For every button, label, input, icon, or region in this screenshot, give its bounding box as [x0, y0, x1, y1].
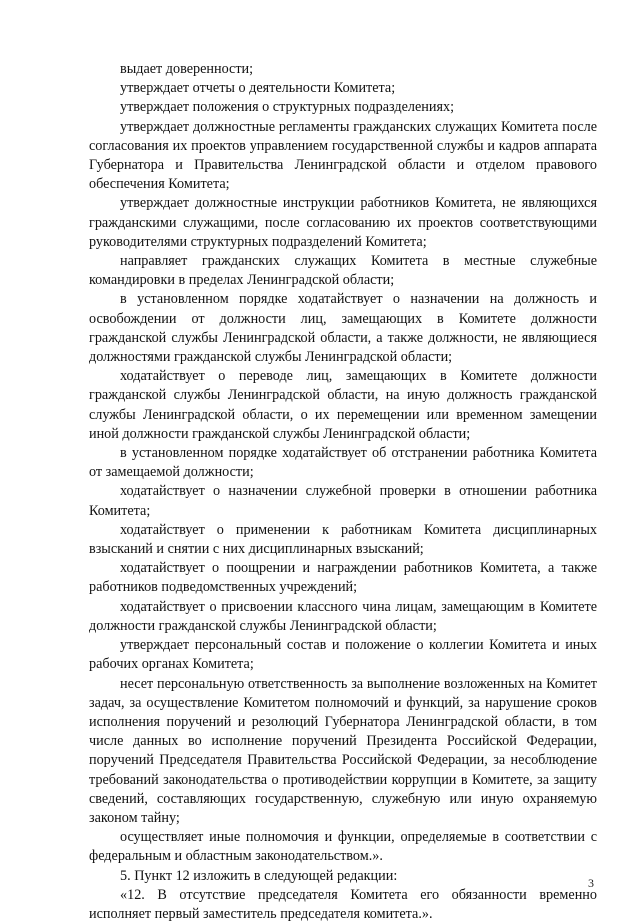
paragraph: ходатайствует о переводе лиц, замещающих в Комитете должности гражданской службы Ленинградской области, на иную должность гражданской службы Ленинградской области, о их перемещении или временном замещении иной должности гражданской службы Ленинградской области; [89, 368, 597, 442]
paragraph: ходатайствует о применении к работникам Комитета дисциплинарных взысканий и снятии с них дисциплинарных взысканий; [89, 521, 597, 558]
paragraph: ходатайствует о поощрении и награждении работников Комитета, а также работников подведомственных учреждений; [89, 560, 597, 596]
paragraph: в установленном порядке ходатайствует об отстранении работника Комитета от замещаемой должности; [89, 445, 597, 481]
paragraph: 5. Пункт 12 изложить в следующей редакции: [120, 867, 398, 884]
paragraph: утверждает отчеты о деятельности Комитета; [120, 80, 396, 97]
paragraph: ходатайствует о присвоении классного чина лицам, замещающим в Комитете должности гражданской службы Ленинградской области; [89, 598, 597, 634]
paragraph: направляет гражданских служащих Комитета в местные служебные командировки в пределах Ленинградской области; [89, 253, 597, 289]
paragraph: утверждает положения о структурных подразделениях; [120, 99, 455, 116]
paragraph: утверждает персональный состав и положение о коллегии Комитета и иных рабочих органах Комитета; [89, 637, 597, 673]
paragraph: ходатайствует о назначении служебной проверки в отношении работника Комитета; [89, 483, 597, 519]
paragraph: утверждает должностные регламенты гражданских служащих Комитета после согласования их проектов управлением государственной службы и кадров аппарата Губернатора и Правительства Ленинградской области и отделом правового обеспечения Комитета; [89, 118, 597, 193]
page-number: 3 [588, 876, 594, 890]
paragraph: осуществляет иные полномочия и функции, определяемые в соответствии с федеральным и областным законодательством.». [89, 829, 597, 865]
paragraph: выдает доверенности; [120, 61, 254, 77]
paragraph: несет персональную ответственность за выполнение возложенных на Комитет задач, за осуществление Комитетом полномочий и функций, за нарушение сроков исполнения поручений и резолюций Губернатора Ленинградской области, в том числе данных во исполнение поручений Президента Российской Федерации, поручений Председателя Правительства Российской Федерации, за несоблюдение требований законодательства о противодействии коррупции в Комитете, за защиту сведений, составляющих государственную, служебную или иную охраняемую законом тайну; [89, 675, 597, 826]
paragraph: в установленном порядке ходатайствует о назначении на должность и освобождении от должности лиц, замещающих в Комитете должности гражданской службы Ленинградской области, а также должности, не являющиеся должностями гражданской службы Ленинградской области; [89, 291, 597, 366]
paragraph: «12. В отсутствие председателя Комитета его обязанности временно исполняет первый заместитель председателя комитета.». [89, 886, 597, 922]
document-body [89, 60, 597, 924]
paragraph: утверждает должностные инструкции работников Комитета, не являющихся гражданскими служащими, после согласованию их проектов соответствующими руководителями структурных подразделений Комитета; [89, 195, 597, 250]
